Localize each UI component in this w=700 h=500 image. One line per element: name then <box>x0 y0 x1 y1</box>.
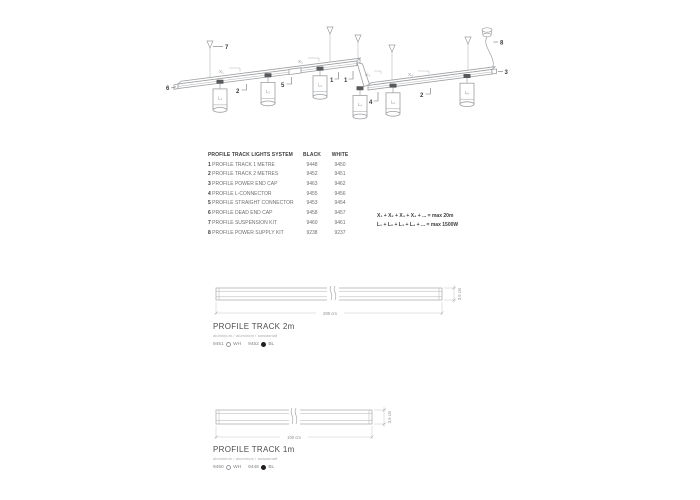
variant-code: 9448 <box>248 465 259 470</box>
segment-label: X₄ <box>408 72 413 77</box>
dead-end-cap <box>174 84 178 89</box>
callout-suspension-kit: 7 <box>225 45 229 51</box>
suspension-cone-icon <box>389 45 395 52</box>
callout-l-connector: 4 <box>369 100 373 106</box>
table-row-white-code: 9462 <box>334 181 346 188</box>
parts-table <box>208 151 354 238</box>
pendant-light <box>213 80 227 113</box>
table-row-name: 4 PROFILE L-CONNECTOR <box>208 190 272 197</box>
track-beam-right <box>368 67 497 90</box>
table-row-black-code: 9458 <box>306 210 318 217</box>
table-row-black-code: 9238 <box>306 229 318 236</box>
table-row-white-code: 9457 <box>334 210 346 217</box>
callout-track-1m: 1 <box>330 78 334 84</box>
straight-connector <box>289 68 301 75</box>
product-variants <box>213 342 295 347</box>
black-color-dot-icon <box>261 465 266 470</box>
product-materials: aluminium / aluminum / алюминий <box>213 456 278 461</box>
table-row-white-code: 9456 <box>334 190 346 197</box>
variant-code: 9452 <box>248 342 259 347</box>
variant-finish: WH <box>233 465 242 470</box>
table-row-black-code: 9460 <box>306 219 318 226</box>
product-track-1m <box>213 445 295 470</box>
break-mask <box>327 286 339 302</box>
column-header-white: WHITE <box>331 152 349 158</box>
variant-finish: BL <box>268 465 275 470</box>
light-label: L₅ <box>390 99 396 105</box>
product-variants <box>213 465 295 470</box>
suspension-cone-icon <box>327 27 333 34</box>
table-row-name: 5 PROFILE STRAIGHT CONNECTOR <box>208 200 294 207</box>
product-title: PROFILE TRACK 1m <box>213 445 295 454</box>
table-row-name: 8 PROFILE POWER SUPPLY KIT <box>208 229 284 236</box>
power-end-cap <box>492 69 497 74</box>
max-length-formula: X₁ + X₂ + X₃ + X₄ + ... = max 20m <box>377 213 454 219</box>
segment-label: X₂ <box>298 59 303 64</box>
callout-track-1m: 1 <box>344 78 348 84</box>
suspension-cone-icon <box>207 41 213 48</box>
pendant-light <box>313 67 327 100</box>
system-limits <box>377 212 458 230</box>
length-dimension-label: 200 cm <box>323 310 337 316</box>
variant-finish: BL <box>268 342 275 347</box>
table-row-name: 7 PROFILE SUSPENSION KIT <box>208 219 277 226</box>
table-row-name: 3 PROFILE POWER END CAP <box>208 181 278 188</box>
pendant-light <box>386 84 400 117</box>
callout-dead-end-cap: 6 <box>166 86 170 92</box>
table-row-black-code: 9453 <box>306 200 318 207</box>
product-title: PROFILE TRACK 2m <box>213 322 295 331</box>
product-track-2m <box>213 322 295 347</box>
suspension-cone-icons <box>207 27 471 52</box>
variant-finish: WH <box>233 342 242 347</box>
light-label: L₃ <box>317 82 323 88</box>
product-materials: aluminium / aluminum / алюминий <box>213 333 278 338</box>
suspension-cone-icon <box>355 35 361 42</box>
light-label: L₂ <box>266 89 270 94</box>
callout-straight-connector: 5 <box>281 83 285 89</box>
variant-code: 9451 <box>213 342 224 347</box>
break-mask <box>289 408 300 426</box>
segment-label: X₃ <box>365 72 370 77</box>
table-row-white-code: 9451 <box>334 171 346 178</box>
height-dimension-label: 3,5 cm <box>457 287 462 301</box>
table-row-black-code: 9448 <box>306 161 318 168</box>
pendant-light <box>353 86 367 119</box>
max-power-formula: L₁ + L₂ + L₃ + L₄ + ... = max 1500W <box>377 222 459 228</box>
black-color-dot-icon <box>261 342 266 347</box>
power-canopy-icon <box>482 28 493 69</box>
column-header-black: BLACK <box>303 152 321 158</box>
segment-label: X₁ <box>219 69 224 74</box>
pendant-light <box>460 74 474 107</box>
light-label: L₁ <box>218 95 222 101</box>
track-2m-drawing <box>212 284 468 320</box>
table-row-name: 2 PROFILE TRACK 2 METRES <box>208 171 279 178</box>
callout-track-2m: 2 <box>236 89 240 95</box>
light-label: L₆ <box>464 89 470 95</box>
table-row-black-code: 9463 <box>306 181 318 188</box>
callout-power-supply-kit: 8 <box>500 40 504 47</box>
variant-code: 9450 <box>213 465 224 470</box>
track-1m-drawing <box>212 406 412 444</box>
callout-track-2m: 2 <box>420 93 424 99</box>
table-row-white-code: 9454 <box>334 200 346 207</box>
power-cord <box>486 37 494 69</box>
table-row-black-code: 9455 <box>306 190 318 197</box>
light-label: L₄ <box>357 102 363 108</box>
table-row-name: 6 PROFILE DEAD END CAP <box>208 210 273 217</box>
suspension-cone-icon <box>465 37 471 44</box>
parts-table-title: PROFILE TRACK LIGHTS SYSTEM <box>208 152 293 158</box>
table-row-name: 1 PROFILE TRACK 1 METRE <box>208 161 275 168</box>
length-dimension-label: 100 cm <box>287 434 301 440</box>
track-system-diagram <box>150 18 520 148</box>
height-dimension-label: 3,5 cm <box>387 410 392 424</box>
table-row-white-code: 9450 <box>334 161 346 168</box>
white-color-dot-icon <box>226 342 231 347</box>
table-row-black-code: 9452 <box>306 171 318 178</box>
table-row-white-code: 9237 <box>334 229 346 236</box>
table-row-white-code: 9461 <box>334 219 346 226</box>
white-color-dot-icon <box>226 465 231 470</box>
pendant-light <box>261 73 275 106</box>
callout-power-end-cap: 3 <box>504 70 508 76</box>
